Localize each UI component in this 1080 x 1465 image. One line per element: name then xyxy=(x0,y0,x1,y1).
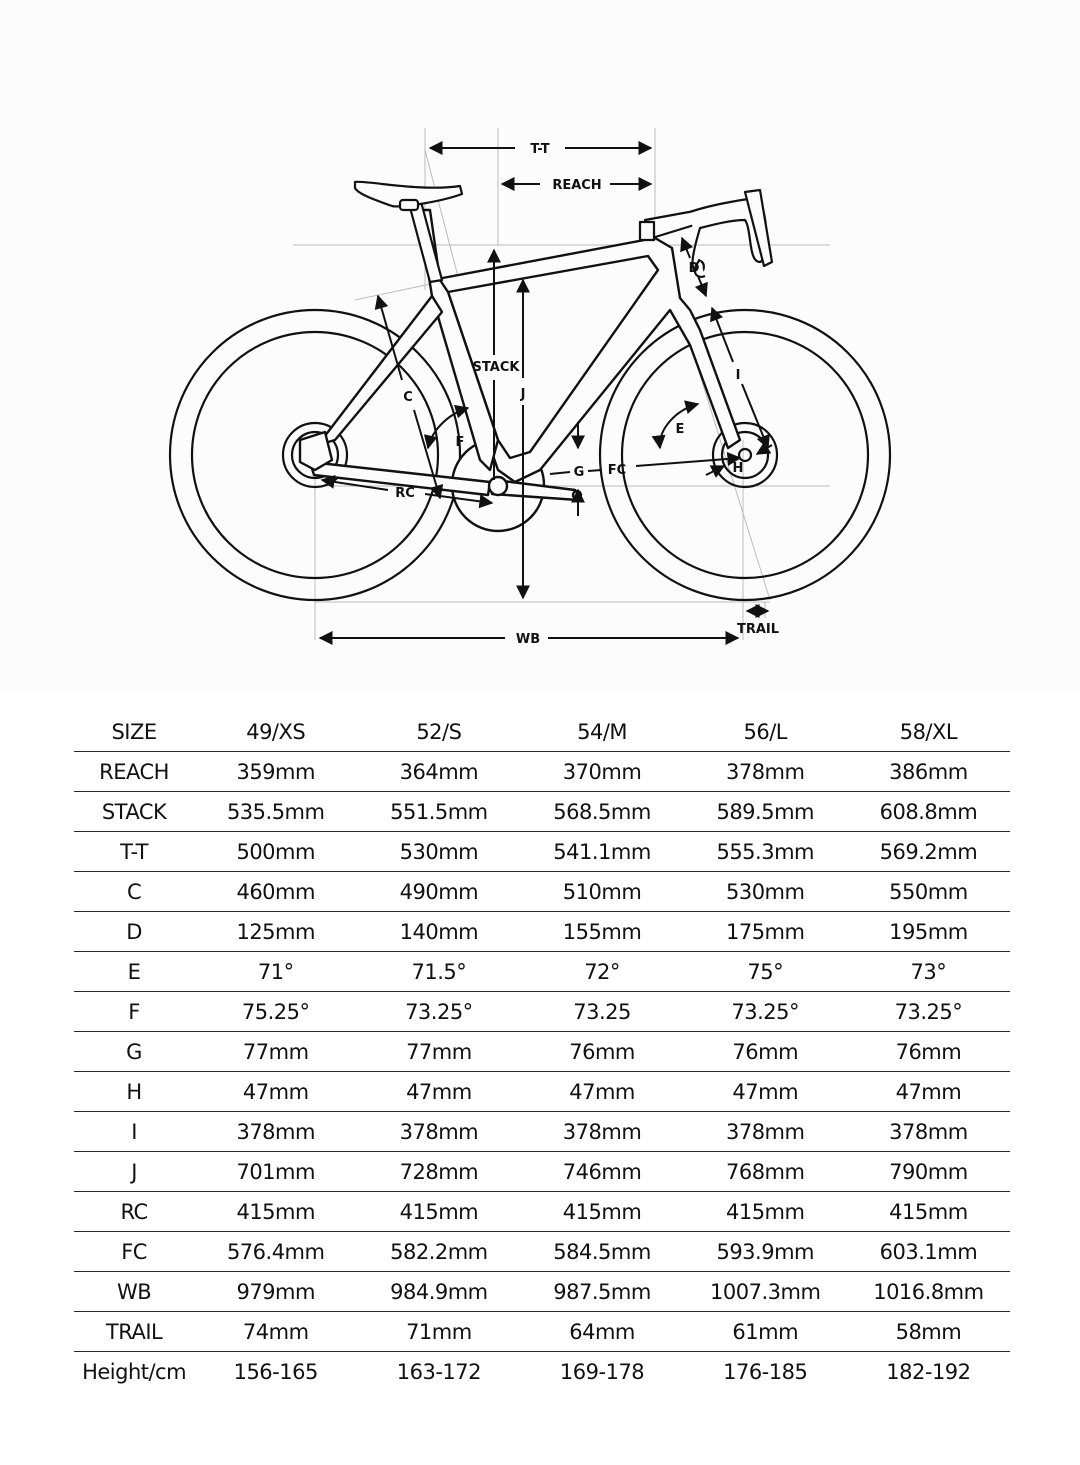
value-cell: 551.5mm xyxy=(357,792,520,832)
row-label-cell: I xyxy=(74,1112,194,1152)
label-c: C xyxy=(403,390,413,405)
value-cell: 568.5mm xyxy=(520,792,683,832)
row-label-cell: H xyxy=(74,1072,194,1112)
value-cell: 175mm xyxy=(684,912,847,952)
value-cell: 73.25 xyxy=(520,992,683,1032)
value-cell: 364mm xyxy=(357,752,520,792)
row-label-cell: REACH xyxy=(74,752,194,792)
value-cell: 415mm xyxy=(357,1192,520,1232)
value-cell: 530mm xyxy=(684,872,847,912)
value-cell: 73° xyxy=(847,952,1010,992)
row-label-cell: WB xyxy=(74,1272,194,1312)
value-cell: 359mm xyxy=(194,752,357,792)
label-tt: T-T xyxy=(530,142,550,157)
label-d: D xyxy=(688,261,700,276)
table-row xyxy=(74,1312,1010,1352)
value-cell: 569.2mm xyxy=(847,832,1010,872)
value-cell: 73.25° xyxy=(357,992,520,1032)
bike-frame xyxy=(300,210,740,531)
value-cell: 415mm xyxy=(847,1192,1010,1232)
value-cell: 500mm xyxy=(194,832,357,872)
table-row xyxy=(74,912,1010,952)
table-row xyxy=(74,952,1010,992)
value-cell: 728mm xyxy=(357,1152,520,1192)
row-label-cell: D xyxy=(74,912,194,952)
value-cell: 75° xyxy=(684,952,847,992)
value-cell: 386mm xyxy=(847,752,1010,792)
table-row xyxy=(74,1352,1010,1392)
value-cell: 155mm xyxy=(520,912,683,952)
table-header-row xyxy=(74,712,1010,752)
value-cell: 530mm xyxy=(357,832,520,872)
value-cell: 176-185 xyxy=(723,1359,808,1384)
value-cell: 979mm xyxy=(194,1272,357,1312)
value-cell: 378mm xyxy=(684,1112,847,1152)
table-row xyxy=(74,792,1010,832)
value-cell: 415mm xyxy=(520,1192,683,1232)
header-cell: 58/XL xyxy=(847,712,1010,752)
value-cell: 378mm xyxy=(684,752,847,792)
bike-geometry-diagram xyxy=(0,0,1080,690)
value-cell: 163-172 xyxy=(396,1359,481,1384)
value-cell: 584.5mm xyxy=(520,1232,683,1272)
value-cell: 608.8mm xyxy=(847,792,1010,832)
value-cell: 1016.8mm xyxy=(847,1272,1010,1312)
value-cell: 535.5mm xyxy=(194,792,357,832)
row-label-cell: J xyxy=(74,1152,194,1192)
value-cell: 1007.3mm xyxy=(684,1272,847,1312)
table-row xyxy=(74,872,1010,912)
value-cell: 510mm xyxy=(520,872,683,912)
table-row xyxy=(74,832,1010,872)
value-cell: 593.9mm xyxy=(684,1232,847,1272)
geometry-diagram-panel xyxy=(0,0,1080,690)
value-cell: 77mm xyxy=(194,1032,357,1072)
label-i: I xyxy=(735,368,741,383)
value-cell: 73.25° xyxy=(684,992,847,1032)
value-cell: 61mm xyxy=(684,1312,847,1352)
value-cell: 75.25° xyxy=(194,992,357,1032)
value-cell: 169-178 xyxy=(559,1359,645,1384)
value-cell: 64mm xyxy=(520,1312,683,1352)
value-cell: 76mm xyxy=(520,1032,683,1072)
value-cell: 47mm xyxy=(684,1072,847,1112)
value-cell: 460mm xyxy=(194,872,357,912)
value-cell: 195mm xyxy=(847,912,1010,952)
value-cell: 415mm xyxy=(684,1192,847,1232)
value-cell: 541.1mm xyxy=(520,832,683,872)
value-cell: 76mm xyxy=(684,1032,847,1072)
front-wheel xyxy=(600,310,890,600)
value-cell: 71° xyxy=(194,952,357,992)
header-cell: 52/S xyxy=(357,712,520,752)
label-e: E xyxy=(675,422,685,437)
label-trail: TRAIL xyxy=(736,622,780,637)
value-cell: 58mm xyxy=(847,1312,1010,1352)
table-row xyxy=(74,752,1010,792)
row-label-cell: TRAIL xyxy=(74,1312,194,1352)
label-fc: FC xyxy=(607,463,627,478)
header-cell: SIZE xyxy=(74,712,194,752)
label-stack: STACK xyxy=(472,360,520,375)
row-label-cell: Height/cm xyxy=(82,1359,187,1384)
value-cell: 125mm xyxy=(194,912,357,952)
row-label-cell: C xyxy=(74,872,194,912)
table-row xyxy=(74,1032,1010,1072)
value-cell: 415mm xyxy=(194,1192,357,1232)
value-cell: 378mm xyxy=(847,1112,1010,1152)
value-cell: 47mm xyxy=(847,1072,1010,1112)
header-cell: 54/M xyxy=(520,712,683,752)
label-rc: RC xyxy=(395,486,415,501)
table-row xyxy=(74,1232,1010,1272)
value-cell: 582.2mm xyxy=(357,1232,520,1272)
label-wb: WB xyxy=(515,632,541,647)
value-cell: 140mm xyxy=(357,912,520,952)
value-cell: 555.3mm xyxy=(684,832,847,872)
value-cell: 47mm xyxy=(520,1072,683,1112)
value-cell: 77mm xyxy=(357,1032,520,1072)
value-cell: 984.9mm xyxy=(357,1272,520,1312)
value-cell: 378mm xyxy=(194,1112,357,1152)
value-cell: 71.5° xyxy=(357,952,520,992)
value-cell: 72° xyxy=(520,952,683,992)
value-cell: 701mm xyxy=(194,1152,357,1192)
value-cell: 76mm xyxy=(847,1032,1010,1072)
value-cell: 47mm xyxy=(194,1072,357,1112)
value-cell: 589.5mm xyxy=(684,792,847,832)
row-label-cell: F xyxy=(74,992,194,1032)
row-label-cell: G xyxy=(74,1032,194,1072)
value-cell: 790mm xyxy=(847,1152,1010,1192)
row-label-cell: STACK xyxy=(74,792,194,832)
label-f: F xyxy=(455,435,465,450)
value-cell: 576.4mm xyxy=(194,1232,357,1272)
table-row xyxy=(74,1072,1010,1112)
row-label-cell: T-T xyxy=(74,832,194,872)
table-row xyxy=(74,1152,1010,1192)
value-cell: 370mm xyxy=(520,752,683,792)
value-cell: 47mm xyxy=(357,1072,520,1112)
geometry-size-table xyxy=(74,712,1010,1391)
header-cell: 49/XS xyxy=(194,712,357,752)
value-cell: 378mm xyxy=(520,1112,683,1152)
value-cell: 987.5mm xyxy=(520,1272,683,1312)
value-cell: 73.25° xyxy=(847,992,1010,1032)
value-cell: 550mm xyxy=(847,872,1010,912)
value-cell: 71mm xyxy=(357,1312,520,1352)
table-row xyxy=(74,1192,1010,1232)
label-j: J xyxy=(520,387,526,402)
value-cell: 74mm xyxy=(194,1312,357,1352)
value-cell: 378mm xyxy=(357,1112,520,1152)
label-g: G xyxy=(573,465,585,480)
label-reach: REACH xyxy=(552,178,602,193)
header-cell: 56/L xyxy=(684,712,847,752)
value-cell: 768mm xyxy=(684,1152,847,1192)
table-row xyxy=(74,1112,1010,1152)
value-cell: 156-165 xyxy=(233,1359,318,1384)
value-cell: 603.1mm xyxy=(847,1232,1010,1272)
table-row xyxy=(74,1272,1010,1312)
row-label-cell: E xyxy=(74,952,194,992)
row-label-cell: RC xyxy=(74,1192,194,1232)
value-cell: 746mm xyxy=(520,1152,683,1192)
label-h: H xyxy=(732,461,744,476)
value-cell: 182-192 xyxy=(886,1359,971,1384)
row-label-cell: FC xyxy=(74,1232,194,1272)
value-cell: 490mm xyxy=(357,872,520,912)
table-row xyxy=(74,992,1010,1032)
